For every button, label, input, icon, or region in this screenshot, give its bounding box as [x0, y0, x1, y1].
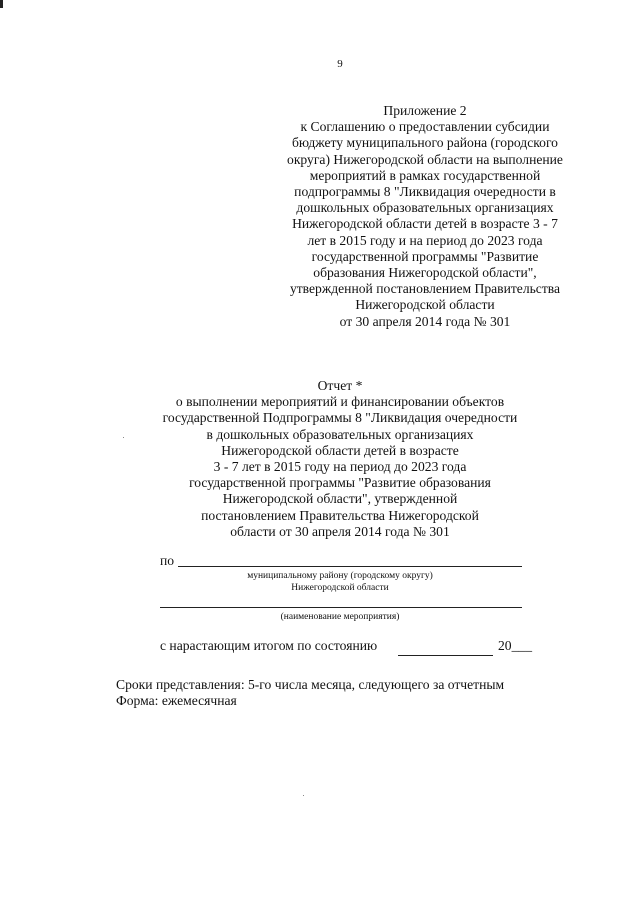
- district-caption: муниципальному району (городскому округу): [247, 571, 433, 581]
- district-caption-region: Нижегородской области: [291, 583, 389, 593]
- report-title-line: Нижегородской области", утвержденной: [222, 491, 458, 507]
- event-blank-line: [160, 607, 522, 608]
- event-caption: (наименование мероприятия): [280, 612, 400, 622]
- appendix-line: подпрограммы 8 "Ликвидация очередности в: [294, 184, 556, 200]
- report-title-line: в дошкольных образовательных организациях: [206, 426, 474, 442]
- scan-speck: [303, 795, 304, 796]
- appendix-line: к Соглашению о предоставлении субсидии: [300, 119, 550, 135]
- report-title-line: о выполнении мероприятий и финансировании объектов: [175, 394, 505, 410]
- report-title-line: Нижегородской области детей в возрасте: [221, 442, 459, 458]
- appendix-line: лет в 2015 году и на период до 2023 года: [307, 232, 543, 248]
- cumulative-label: с нарастающим итогом по состоянию: [160, 638, 378, 653]
- district-blank-line: [178, 566, 522, 567]
- page-number: 9: [337, 58, 343, 70]
- report-title-line: 3 - 7 лет в 2015 году на период до 2023 года: [213, 459, 467, 475]
- appendix-line: от 30 апреля 2014 года № 301: [339, 313, 511, 329]
- year-label: 20___: [498, 638, 532, 653]
- scan-corner-mark: [0, 0, 3, 8]
- deadline-text: Сроки представления: 5-го числа месяца, следующего за отчетным: [116, 677, 505, 692]
- appendix-line: Нижегородской области: [355, 297, 495, 313]
- scan-speck: [123, 437, 124, 438]
- appendix-line: Приложение 2: [383, 103, 467, 118]
- report-title: [110, 378, 570, 540]
- po-label: по: [160, 553, 175, 568]
- report-title-line: области от 30 апреля 2014 года № 301: [230, 523, 450, 539]
- report-title-line: государственной Подпрограммы 8 "Ликвидация очередности: [162, 410, 518, 426]
- date-blank-line: [398, 655, 493, 656]
- submission-terms: [116, 677, 504, 709]
- appendix-line: бюджету муниципального района (городского: [292, 135, 558, 151]
- form-type-text: Форма: ежемесячная: [116, 693, 237, 709]
- appendix-header: [255, 103, 595, 330]
- report-title-line: Отчет *: [317, 378, 363, 393]
- report-title-line: государственной программы "Развитие образования: [189, 475, 491, 491]
- appendix-line: мероприятий в рамках государственной: [309, 167, 541, 183]
- appendix-line: округа) Нижегородской области на выполнение: [287, 151, 563, 167]
- appendix-line: утвержденной постановлением Правительства: [289, 281, 561, 297]
- report-title-line: постановлением Правительства Нижегородской: [201, 507, 479, 523]
- appendix-line: образования Нижегородской области",: [313, 265, 537, 281]
- appendix-line: государственной программы "Развитие: [311, 248, 539, 264]
- appendix-line: дошкольных образовательных организациях: [296, 200, 554, 216]
- appendix-line: Нижегородской области детей в возрасте 3 - 7: [292, 216, 558, 232]
